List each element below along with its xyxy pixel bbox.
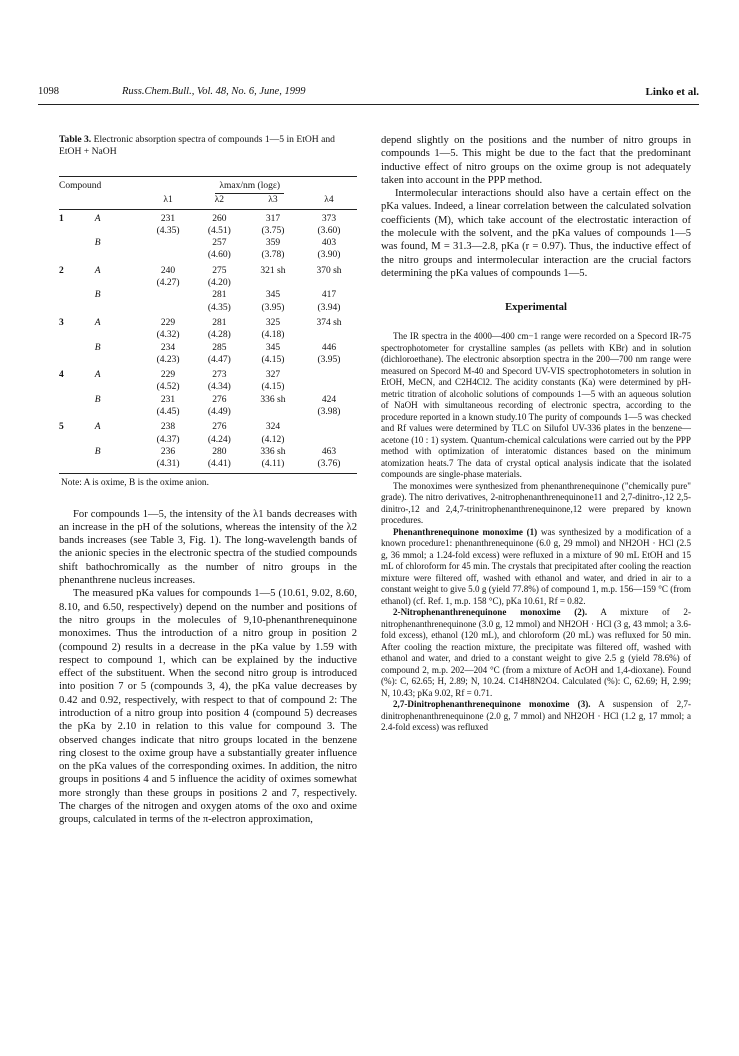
- log-epsilon-value: (3.90): [317, 250, 341, 261]
- species-label: A: [94, 213, 101, 224]
- table-row-log: [59, 277, 357, 289]
- table-caption: [59, 134, 357, 158]
- log-epsilon-value: (4.31): [142, 458, 193, 473]
- table-row: [59, 289, 357, 301]
- log-epsilon-value: [245, 277, 301, 289]
- lambda-value: [142, 289, 193, 301]
- table-row-log: [59, 406, 357, 418]
- table-caption-label: Table 3.: [59, 134, 92, 145]
- compound-number: 5: [59, 422, 64, 433]
- table-row: [59, 262, 357, 277]
- log-epsilon-value: (4.23): [156, 354, 180, 365]
- compound-number: [59, 237, 95, 249]
- log-epsilon-value: [142, 249, 193, 261]
- log-epsilon-value: (4.35): [207, 302, 231, 313]
- body-paragraph: The measured pKa values for compounds 1—5 (10.61, 9.02, 8.60, 8.10, and 6.50, respectively) depend on the number and positions of the nitro groups in the molecules of 9,10-phenanthrenequinone monoximes. Thus the introduction of a nitro group in position 2 (compound 2) results in a decrease in the pKa value by 1.59 with respect to compound 1, which can be explained by the inductive effect of the substituent. When the second nitro group is introduced into position 7 or 5 (compounds 3, 4), the pKa value decreases by 0.42 and 0.92, respectively, with respect to that of compound 2: The introduction of a nitro group into position 4 (compound 5) decreases the pKa by 2.10 in relation to this value for compound 3. The observed changes indicate that nitro groups located in the benzene ring closest to the oxime group have a substantially greater influence on the pKa values of the corresponding oximes. In addition, the nitro groups in positions 4 and 5 influence the acidity of oximes somewhat more strongly than these groups in positions 2 and 7, respectively. The charges of the nitrogen and oxygen atoms of the oxo and oxime groups, calculated in terms of the π-electron approximation,: [59, 588, 357, 826]
- lambda-value: 370 sh: [316, 265, 342, 276]
- compound-3-title: 2,7-Dinitrophenanthrenequinone monoxime (3).: [393, 699, 591, 710]
- log-epsilon-value: (4.32): [156, 330, 180, 341]
- log-epsilon-value: (3.95): [261, 302, 285, 313]
- log-epsilon-value: [301, 434, 357, 446]
- lambda-value: 240: [160, 265, 176, 276]
- table-row: [59, 418, 357, 433]
- lambda-value: 276: [212, 422, 227, 433]
- lambda-value: [142, 237, 193, 249]
- running-head: [38, 86, 699, 102]
- lambda-value: 275: [212, 265, 227, 276]
- log-epsilon-value: (4.15): [261, 354, 285, 365]
- lambda-value: 359: [265, 238, 281, 249]
- table-row-log: [59, 329, 357, 341]
- species-label: B: [94, 290, 101, 301]
- lambda-value: 229: [160, 317, 176, 328]
- lambda-value: 231: [160, 394, 176, 405]
- log-epsilon-value: [245, 406, 301, 418]
- log-epsilon-value: (4.27): [156, 278, 180, 289]
- compound-1-title: Phenanthrenequinone monoxime (1): [393, 526, 538, 537]
- table-note: Note: A is oxime, B is the oxime anion.: [61, 477, 209, 488]
- table-row-log: [59, 381, 357, 393]
- log-epsilon-value: (4.45): [156, 407, 180, 418]
- log-epsilon-value: (3.75): [261, 225, 285, 236]
- lambda-value: 229: [160, 370, 176, 381]
- table-row-log: [59, 225, 357, 237]
- log-epsilon-value: (4.60): [207, 250, 231, 261]
- species-label: A: [94, 317, 101, 328]
- compound-2-procedure: 2-Nitrophenanthrenequinone monoxime (2). A mixture of 2-nitrophenanthrenequinone (3.0 g, 12 mmol) and NH2OH · HCl (3 g, 43 mmol; a 3.6-fold excess), ethanol (120 mL), and chloroform (20 mL) was refluxed for 50 min. After cooling the reaction mixture, the precipitate was filtered off, washed with ethanol and water, and dried to a constant weight to give 2.5 g (yield 78.6%) of compound 2, m.p. 202—204 °C (from a mixture of AcOH and 1,4-dioxane). Found (%): C, 62.65; H, 2.89; N, 10.24. C14H8N2O4. Calculated (%): C, 62.69; H, 2.99; N, 10.43; pKa 9.02, Rf = 0.71.: [381, 607, 691, 698]
- body-paragraph: For compounds 1—5, the intensity of the λ1 bands decreases with an increase in the pH of the solutions, whereas the intensity of the λ2 bands increases (see Table 3, Fig. 1). The long-wavelength bands of the anionic species in the electronic spectra of the studied compounds shift bathochromically as the number of nitro groups in the phenanthrene nucleus increases.: [59, 508, 357, 587]
- running-authors: Linko et al.: [645, 86, 699, 98]
- table-row-log: [59, 434, 357, 446]
- species-label: B: [94, 446, 101, 457]
- header-lambda-cell: [142, 177, 357, 195]
- lambda-value: 281: [212, 317, 227, 328]
- log-epsilon-value: (4.52): [156, 382, 180, 393]
- log-epsilon-value: (3.95): [317, 354, 341, 365]
- col-head: λ3: [245, 194, 301, 209]
- compound-3-procedure: 2,7-Dinitrophenanthrenequinone monoxime (3). A suspension of 2,7-dinitrophenanthrenequinone (2.0 g, 7 mmol) and NH2OH · HCl (1.2 g, 17 mmol; a 2.4-fold excess) was refluxed: [381, 699, 691, 733]
- header-compound: Compound: [59, 177, 142, 195]
- lambda-value: [301, 366, 357, 381]
- species-label: B: [94, 394, 101, 405]
- experimental-paragraph: The monoximes were synthesized from phenanthrenequinone ("chemically pure" grade). The nitro derivatives, 2-nitrophenanthrenequinone11 and 2,7-dinitro-,12 2,5-dinitro-,12 and 2,4,7-trinitrophenanthrenequinone,12 were prepared by known procedures.: [381, 480, 691, 526]
- experimental-paragraph: The IR spectra in the 4000—400 cm−1 range were recorded on a Specord IR-75 spectrophotometer for crystalline samples (as pellets with KBr) and in solution (dichloroethane). The electronic absorption spectra in the 200—700 nm range were measured on Specord M-40 and Specord UV-VIS spectrophotometers in solution in EtOH, MeCN, and C2H4Cl2. The acidity constants (Ka) were determined by pH-metric titration of alcoholic solutions of compounds 1—5 with an aqueous solution of NaOH with simultaneous recording of electronic spectra, according to the procedure reported in a known study.10 The purity of compounds 1—5 was checked and Rf values were determined by TLC on Silufol UV-336 plates in the benzene—acetone (10 : 1) system. Quantum-chemical calculations were carried out by the PPP method with optimization of interatomic distances based on the minimum atomization heats.7 The data of crystal optical analysis indicate that the isolated compounds are single-phase materials.: [381, 331, 691, 480]
- lambda-value: 463: [321, 446, 337, 457]
- compound-number: 4: [59, 370, 64, 381]
- lambda-value: [301, 418, 357, 433]
- lambda-value: 424: [321, 394, 337, 405]
- lambda-value: 336 sh: [260, 446, 286, 457]
- header-lambda: λmax/nm (logε): [215, 180, 284, 194]
- lambda-value: 325: [265, 317, 281, 328]
- log-epsilon-value: [301, 277, 357, 289]
- log-epsilon-value: (3.98): [317, 407, 341, 418]
- left-column: [59, 134, 357, 827]
- compound-number: [59, 394, 95, 406]
- table-row: [59, 446, 357, 458]
- log-epsilon-value: [301, 381, 357, 393]
- lambda-value: 403: [321, 238, 337, 249]
- log-epsilon-value: (4.12): [261, 434, 285, 445]
- col-head: λ4: [301, 194, 357, 209]
- log-epsilon-value: (4.49): [207, 407, 231, 418]
- lambda-value: 276: [212, 394, 227, 405]
- log-epsilon-value: (4.28): [207, 330, 231, 341]
- lambda-value: 280: [212, 446, 227, 457]
- log-epsilon-value: (4.47): [207, 354, 231, 365]
- lambda-value: 281: [212, 290, 227, 301]
- species-label: A: [94, 370, 101, 381]
- compound-number: 2: [59, 265, 64, 276]
- table-row-log: [59, 354, 357, 366]
- lambda-value: 231: [160, 213, 176, 224]
- compound-number: [59, 446, 95, 458]
- table-row-log: [59, 458, 357, 473]
- lambda-value: 321 sh: [260, 265, 286, 276]
- section-heading: Experimental: [505, 302, 567, 314]
- col-head: λ2: [194, 194, 245, 209]
- table-body: [59, 209, 357, 473]
- table-row: [59, 342, 357, 354]
- lambda-value: 285: [212, 342, 227, 353]
- log-epsilon-value: (4.24): [207, 434, 231, 445]
- species-label: B: [94, 238, 101, 249]
- species-label: A: [94, 422, 101, 433]
- lambda-value: 257: [212, 238, 227, 249]
- compound-number: 3: [59, 317, 64, 328]
- log-epsilon-value: (4.51): [207, 225, 231, 236]
- lambda-value: 273: [212, 370, 227, 381]
- body-paragraph: depend slightly on the positions and the number of nitro groups in compounds 1—5. This might be due to the fact that the predominant inductive effect of nitro groups on the oxime group is not adequately taken into account in the PPP method.: [381, 135, 691, 186]
- log-epsilon-value: (4.34): [207, 382, 231, 393]
- log-epsilon-value: (4.37): [156, 434, 180, 445]
- log-epsilon-value: (4.41): [194, 458, 245, 473]
- compound-number: [59, 289, 95, 301]
- compound-1-procedure: Phenanthrenequinone monoxime (1) was synthesized by a modification of a known procedure1: phenanthrenequinone (6.0 g, 29 mmol) and NH2OH · HCl (2.5 g, 36 mmol; a 1.24-fold excess) were refluxed in a mixture of 90 mL EtOH and 15 mL of chloroform for 45 min. The crystals that precipitated after cooling the reaction mixture were filtered off, washed with ethanol and water, and dried in air to a constant weight to give 5.0 g (yield 77.8%) of compound 1, m.p. 156—159 °C (from ethanol) (cf. Ref. 1, m.p. 158 °C), pKa 10.61, Rf = 0.82.: [381, 526, 691, 606]
- lambda-value: 336 sh: [260, 394, 286, 405]
- table-row-log: [59, 249, 357, 261]
- lambda-value: 374 sh: [316, 317, 342, 328]
- compound-number: [59, 342, 95, 354]
- log-epsilon-value: (3.94): [317, 302, 341, 313]
- lambda-value: 446: [321, 342, 337, 353]
- right-column: [381, 134, 691, 734]
- lambda-value: 317: [265, 213, 281, 224]
- journal-citation: Russ.Chem.Bull., Vol. 48, No. 6, June, 1999: [122, 86, 306, 97]
- log-epsilon-value: (4.35): [156, 225, 180, 236]
- table-row-log: [59, 302, 357, 314]
- log-epsilon-value: [142, 302, 193, 314]
- table-row: [59, 209, 357, 225]
- log-epsilon-value: (4.18): [261, 330, 285, 341]
- log-epsilon-value: (3.78): [261, 250, 285, 261]
- lambda-value: 345: [265, 290, 281, 301]
- lambda-value: 234: [160, 342, 176, 353]
- log-epsilon-value: (4.11): [245, 458, 301, 473]
- absorption-spectra-table: [59, 176, 357, 474]
- page-number: 1098: [38, 86, 59, 97]
- lambda-value: 260: [212, 213, 227, 224]
- log-epsilon-value: (4.20): [207, 278, 231, 289]
- log-epsilon-value: (4.15): [261, 382, 285, 393]
- table-row: [59, 366, 357, 381]
- lambda-value: 238: [160, 422, 176, 433]
- col-head: λ1: [142, 194, 193, 209]
- log-epsilon-value: (3.76): [301, 458, 357, 473]
- lambda-value: 417: [321, 290, 337, 301]
- lambda-value: 324: [265, 422, 281, 433]
- species-label: A: [94, 265, 101, 276]
- body-paragraph: Intermolecular interactions should also have a certain effect on the pKa values. Indeed, a linear correlation between the calculated solvation coefficients (M), which take account of the electrostatic interaction of the molecule with the solvent, and the pKa values of compounds 1—5 was found, M = 31.3—2.8, pKa (r = 0.97). Thus, the inductive effect of the nitro groups and intermolecular interaction are the crucial factors determining the pKa values of compounds 1—5.: [381, 188, 691, 279]
- lambda-value: 327: [265, 370, 281, 381]
- species-label: B: [94, 342, 101, 353]
- log-epsilon-value: (3.60): [317, 225, 341, 236]
- table-row: [59, 394, 357, 406]
- lambda-value: 345: [265, 342, 281, 353]
- lambda-value: 236: [160, 446, 176, 457]
- table-caption-text: Electronic absorption spectra of compounds 1—5 in EtOH and EtOH + NaOH: [59, 134, 335, 157]
- lambda-value: 373: [321, 213, 337, 224]
- compound-2-title: 2-Nitrophenanthrenequinone monoxime (2).: [393, 607, 588, 618]
- log-epsilon-value: [301, 329, 357, 341]
- table-row: [59, 237, 357, 249]
- header-rule: [38, 104, 699, 105]
- table-row: [59, 314, 357, 329]
- compound-number: 1: [59, 213, 64, 224]
